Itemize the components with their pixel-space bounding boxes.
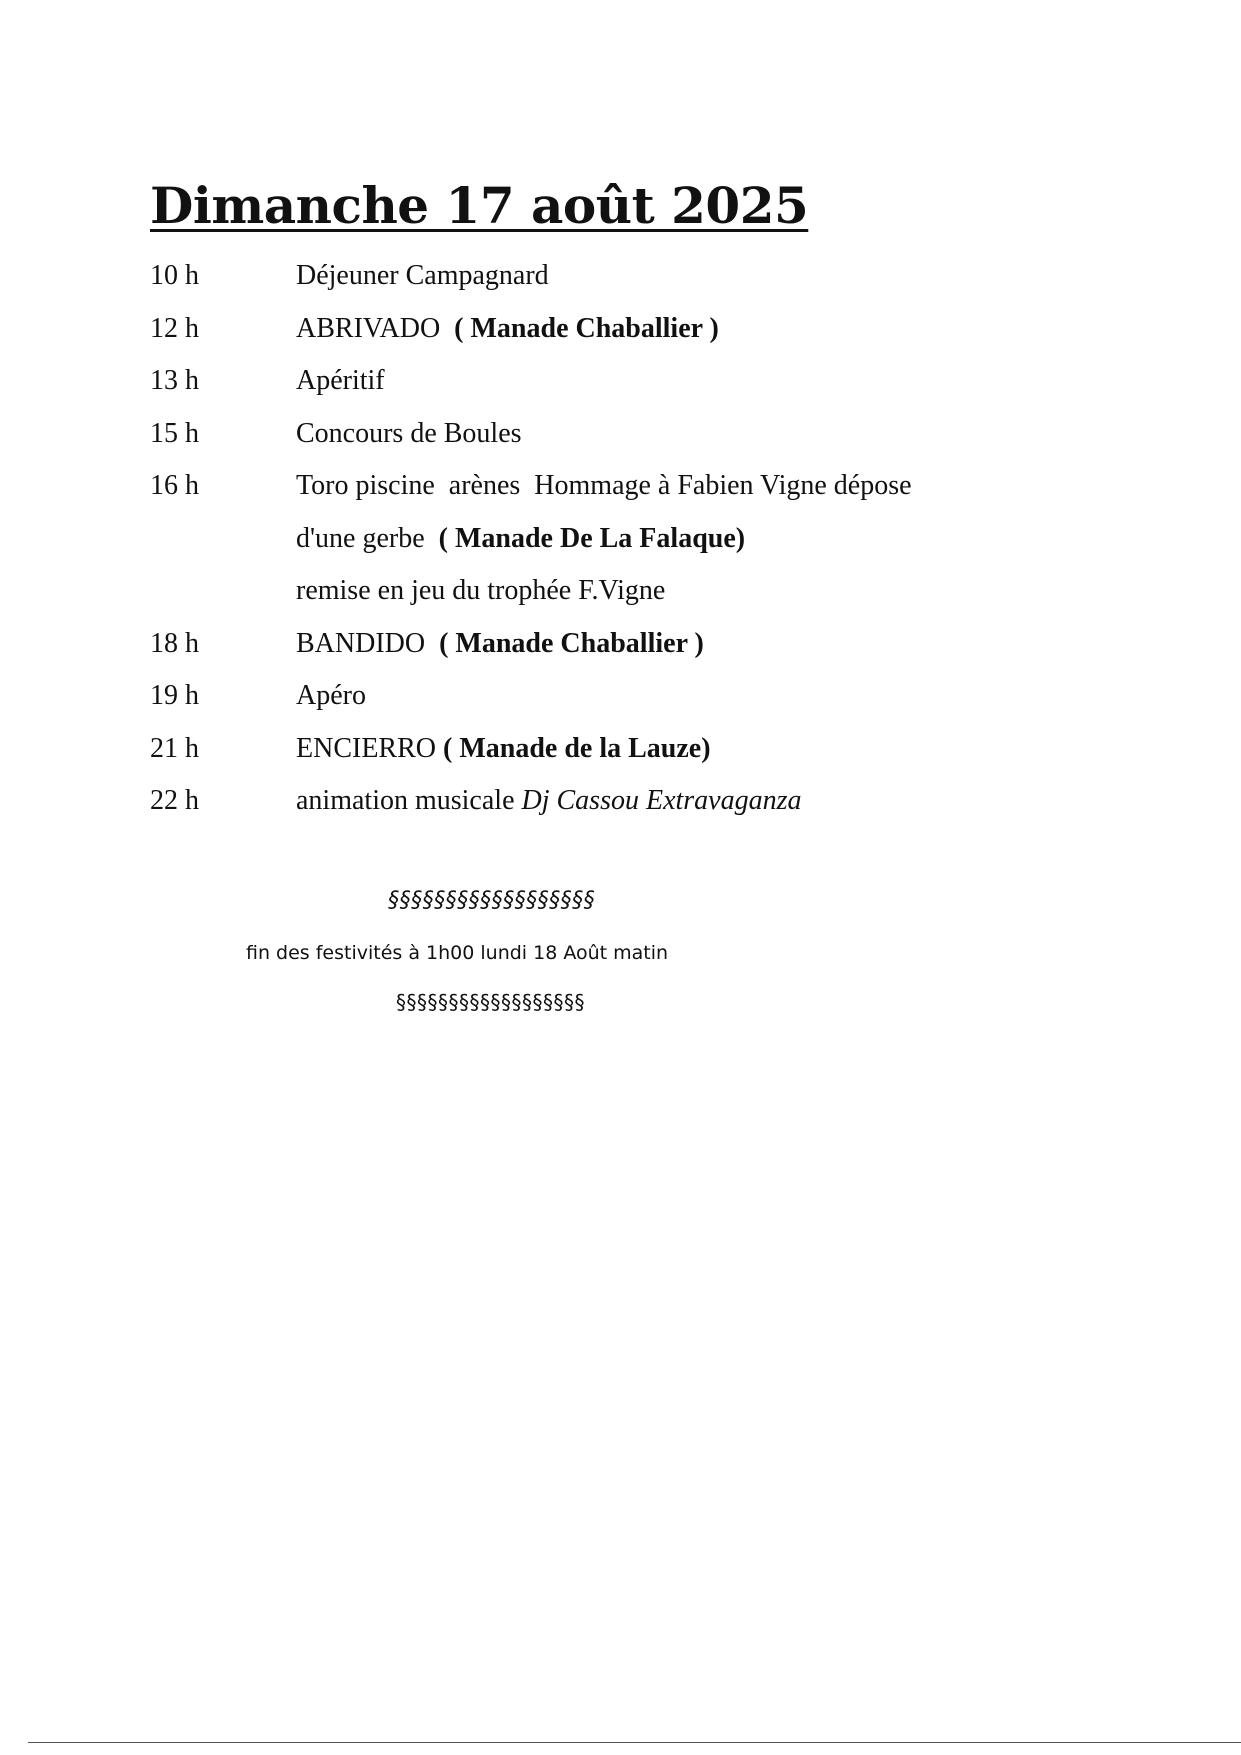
schedule-time: 15 h: [150, 417, 199, 449]
schedule-row: [150, 723, 1050, 776]
event-text: Concours de Boules: [296, 417, 522, 449]
event-text: d'une gerbe: [296, 522, 439, 554]
event-text: ENCIERRO: [296, 732, 443, 764]
schedule-time: 12 h: [150, 312, 199, 344]
schedule-row: [150, 408, 1050, 461]
event-text: BANDIDO: [296, 627, 440, 659]
manade-name: ( Manade De La Falaque): [438, 522, 746, 554]
manade-name: ( Manade de la Lauze): [443, 732, 711, 764]
schedule-time: 19 h: [150, 680, 199, 711]
manade-name: ( Manade Chaballier ): [439, 627, 704, 659]
schedule-row: [150, 618, 1050, 671]
schedule-list: [150, 250, 1050, 828]
event-text: remise en jeu du trophée F.Vigne: [296, 575, 666, 606]
schedule-row: [150, 250, 1050, 303]
schedule-time: 18 h: [150, 627, 199, 659]
schedule-row-continuation: [150, 565, 1050, 618]
event-text: Apéritif: [296, 365, 385, 396]
schedule-time: 22 h: [150, 785, 199, 816]
schedule-row: [150, 670, 1050, 723]
event-text: Toro piscine arènes Hommage à Fabien Vigne dépose: [296, 470, 912, 501]
schedule-event: [296, 250, 549, 303]
schedule-time: 21 h: [150, 732, 199, 764]
schedule-row: [150, 355, 1050, 408]
event-text: animation musicale: [296, 785, 522, 816]
schedule-event: [296, 723, 711, 776]
event-text: ABRIVADO: [296, 312, 455, 344]
schedule-event: [296, 565, 665, 618]
schedule-event: [296, 303, 719, 356]
bottom-rule: [28, 1742, 1241, 1743]
schedule-event: [296, 408, 522, 461]
schedule-row-continuation: [150, 513, 1050, 566]
schedule-event: [296, 670, 366, 723]
schedule-row: [150, 303, 1050, 356]
event-text: Apéro: [296, 680, 366, 711]
schedule-event: [296, 618, 704, 671]
event-text: Déjeuner Campagnard: [296, 260, 549, 291]
dj-name: Dj Cassou Extravaganza: [521, 785, 802, 816]
separator-top: §§§§§§§§§§§§§§§§§§: [388, 888, 595, 913]
separator-bottom: §§§§§§§§§§§§§§§§§§: [396, 990, 585, 1014]
schedule-event: [296, 460, 912, 513]
schedule-time: 10 h: [150, 260, 199, 291]
schedule-row: [150, 775, 1050, 828]
closing-note: fin des festivités à 1h00 lundi 18 Août matin: [246, 942, 669, 964]
schedule-time: 16 h: [150, 470, 199, 501]
schedule-event: [296, 513, 745, 566]
manade-name: ( Manade Chaballier ): [454, 312, 719, 344]
schedule-event: [296, 355, 385, 408]
page-title: Dimanche 17 août 2025: [150, 176, 809, 235]
schedule-time: 13 h: [150, 365, 199, 396]
schedule-row: [150, 460, 1050, 513]
schedule-event: [296, 775, 802, 828]
